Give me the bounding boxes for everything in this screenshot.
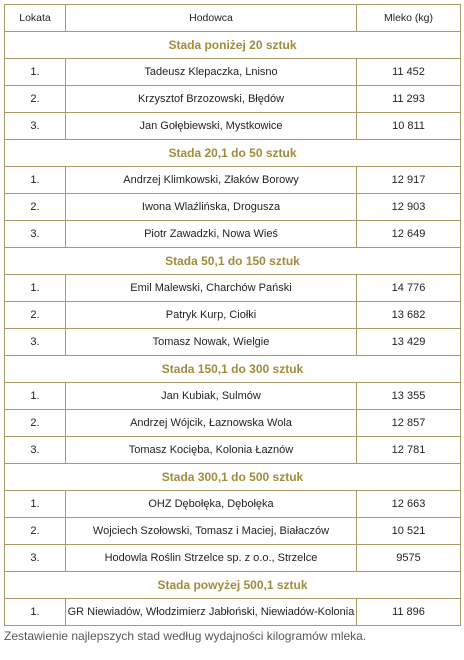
results-table-body — [5, 5, 461, 626]
table-row — [5, 383, 461, 410]
breeder-cell: Piotr Zawadzki, Nowa Wieś — [66, 221, 357, 248]
milk-cell: 12 663 — [357, 491, 461, 518]
rank-cell: 2. — [5, 302, 66, 329]
milk-cell: 12 917 — [357, 167, 461, 194]
table-row — [5, 491, 461, 518]
breeder-cell: Jan Kubiak, Sulmów — [66, 383, 357, 410]
rank-cell: 2. — [5, 86, 66, 113]
rank-cell: 3. — [5, 329, 66, 356]
table-row — [5, 59, 461, 86]
rank-cell: 2. — [5, 410, 66, 437]
milk-cell: 12 781 — [357, 437, 461, 464]
rank-cell: 1. — [5, 59, 66, 86]
group-header-row — [5, 140, 461, 167]
group-header-row — [5, 248, 461, 275]
milk-cell: 12 857 — [357, 410, 461, 437]
milk-cell: 11 896 — [357, 599, 461, 626]
breeder-cell: Iwona Wlaźlińska, Drogusza — [66, 194, 357, 221]
breeder-cell: Hodowla Roślin Strzelce sp. z o.o., Strzelce — [66, 545, 357, 572]
group-title: Stada 150,1 do 300 sztuk — [5, 356, 461, 383]
rank-cell: 3. — [5, 113, 66, 140]
breeder-cell: Andrzej Klimkowski, Złaków Borowy — [66, 167, 357, 194]
table-row — [5, 437, 461, 464]
breeder-cell: GR Niewiadów, Włodzimierz Jabłoński, Niewiadów-Kolonia — [66, 599, 357, 626]
group-header-row — [5, 32, 461, 59]
group-title: Stada powyżej 500,1 sztuk — [5, 572, 461, 599]
header-milk: Mleko (kg) — [357, 5, 461, 32]
header-rank: Lokata — [5, 5, 66, 32]
table-row — [5, 518, 461, 545]
group-title: Stada 50,1 do 150 sztuk — [5, 248, 461, 275]
breeder-cell: Wojciech Szołowski, Tomasz i Maciej, Białaczów — [66, 518, 357, 545]
table-row — [5, 167, 461, 194]
table-row — [5, 599, 461, 626]
rank-cell: 1. — [5, 491, 66, 518]
group-header-row — [5, 464, 461, 491]
group-title: Stada 300,1 do 500 sztuk — [5, 464, 461, 491]
milk-cell: 10 521 — [357, 518, 461, 545]
group-title: Stada poniżej 20 sztuk — [5, 32, 461, 59]
milk-cell: 11 293 — [357, 86, 461, 113]
table-row — [5, 221, 461, 248]
table-row — [5, 194, 461, 221]
milk-cell: 13 429 — [357, 329, 461, 356]
milk-cell: 12 649 — [357, 221, 461, 248]
rank-cell: 1. — [5, 383, 66, 410]
table-row — [5, 410, 461, 437]
header-row — [5, 5, 461, 32]
milk-cell: 13 682 — [357, 302, 461, 329]
rank-cell: 1. — [5, 275, 66, 302]
rank-cell: 3. — [5, 437, 66, 464]
table-row — [5, 275, 461, 302]
table-row — [5, 86, 461, 113]
milk-cell: 11 452 — [357, 59, 461, 86]
rank-cell: 1. — [5, 599, 66, 626]
milk-cell: 9575 — [357, 545, 461, 572]
group-title: Stada 20,1 do 50 sztuk — [5, 140, 461, 167]
rank-cell: 1. — [5, 167, 66, 194]
breeder-cell: Tomasz Nowak, Wielgie — [66, 329, 357, 356]
header-breeder: Hodowca — [66, 5, 357, 32]
table-row — [5, 329, 461, 356]
rank-cell: 2. — [5, 518, 66, 545]
breeder-cell: Tomasz Kocięba, Kolonia Łaznów — [66, 437, 357, 464]
breeder-cell: Krzysztof Brzozowski, Błędów — [66, 86, 357, 113]
breeder-cell: Patryk Kurp, Ciołki — [66, 302, 357, 329]
breeder-cell: Tadeusz Klepaczka, Lnisno — [66, 59, 357, 86]
milk-cell: 12 903 — [357, 194, 461, 221]
table-row — [5, 113, 461, 140]
group-header-row — [5, 572, 461, 599]
results-table — [4, 4, 461, 626]
rank-cell: 3. — [5, 545, 66, 572]
table-row — [5, 302, 461, 329]
group-header-row — [5, 356, 461, 383]
breeder-cell: OHZ Dębołęka, Dębołęka — [66, 491, 357, 518]
breeder-cell: Emil Malewski, Charchów Pański — [66, 275, 357, 302]
rank-cell: 2. — [5, 194, 66, 221]
rank-cell: 3. — [5, 221, 66, 248]
breeder-cell: Jan Gołębiewski, Mystkowice — [66, 113, 357, 140]
milk-cell: 13 355 — [357, 383, 461, 410]
breeder-cell: Andrzej Wójcik, Łaznowska Wola — [66, 410, 357, 437]
milk-cell: 10 811 — [357, 113, 461, 140]
table-row — [5, 545, 461, 572]
table-caption: Zestawienie najlepszych stad według wydajności kilogramów mleka. — [4, 629, 367, 643]
milk-cell: 14 776 — [357, 275, 461, 302]
